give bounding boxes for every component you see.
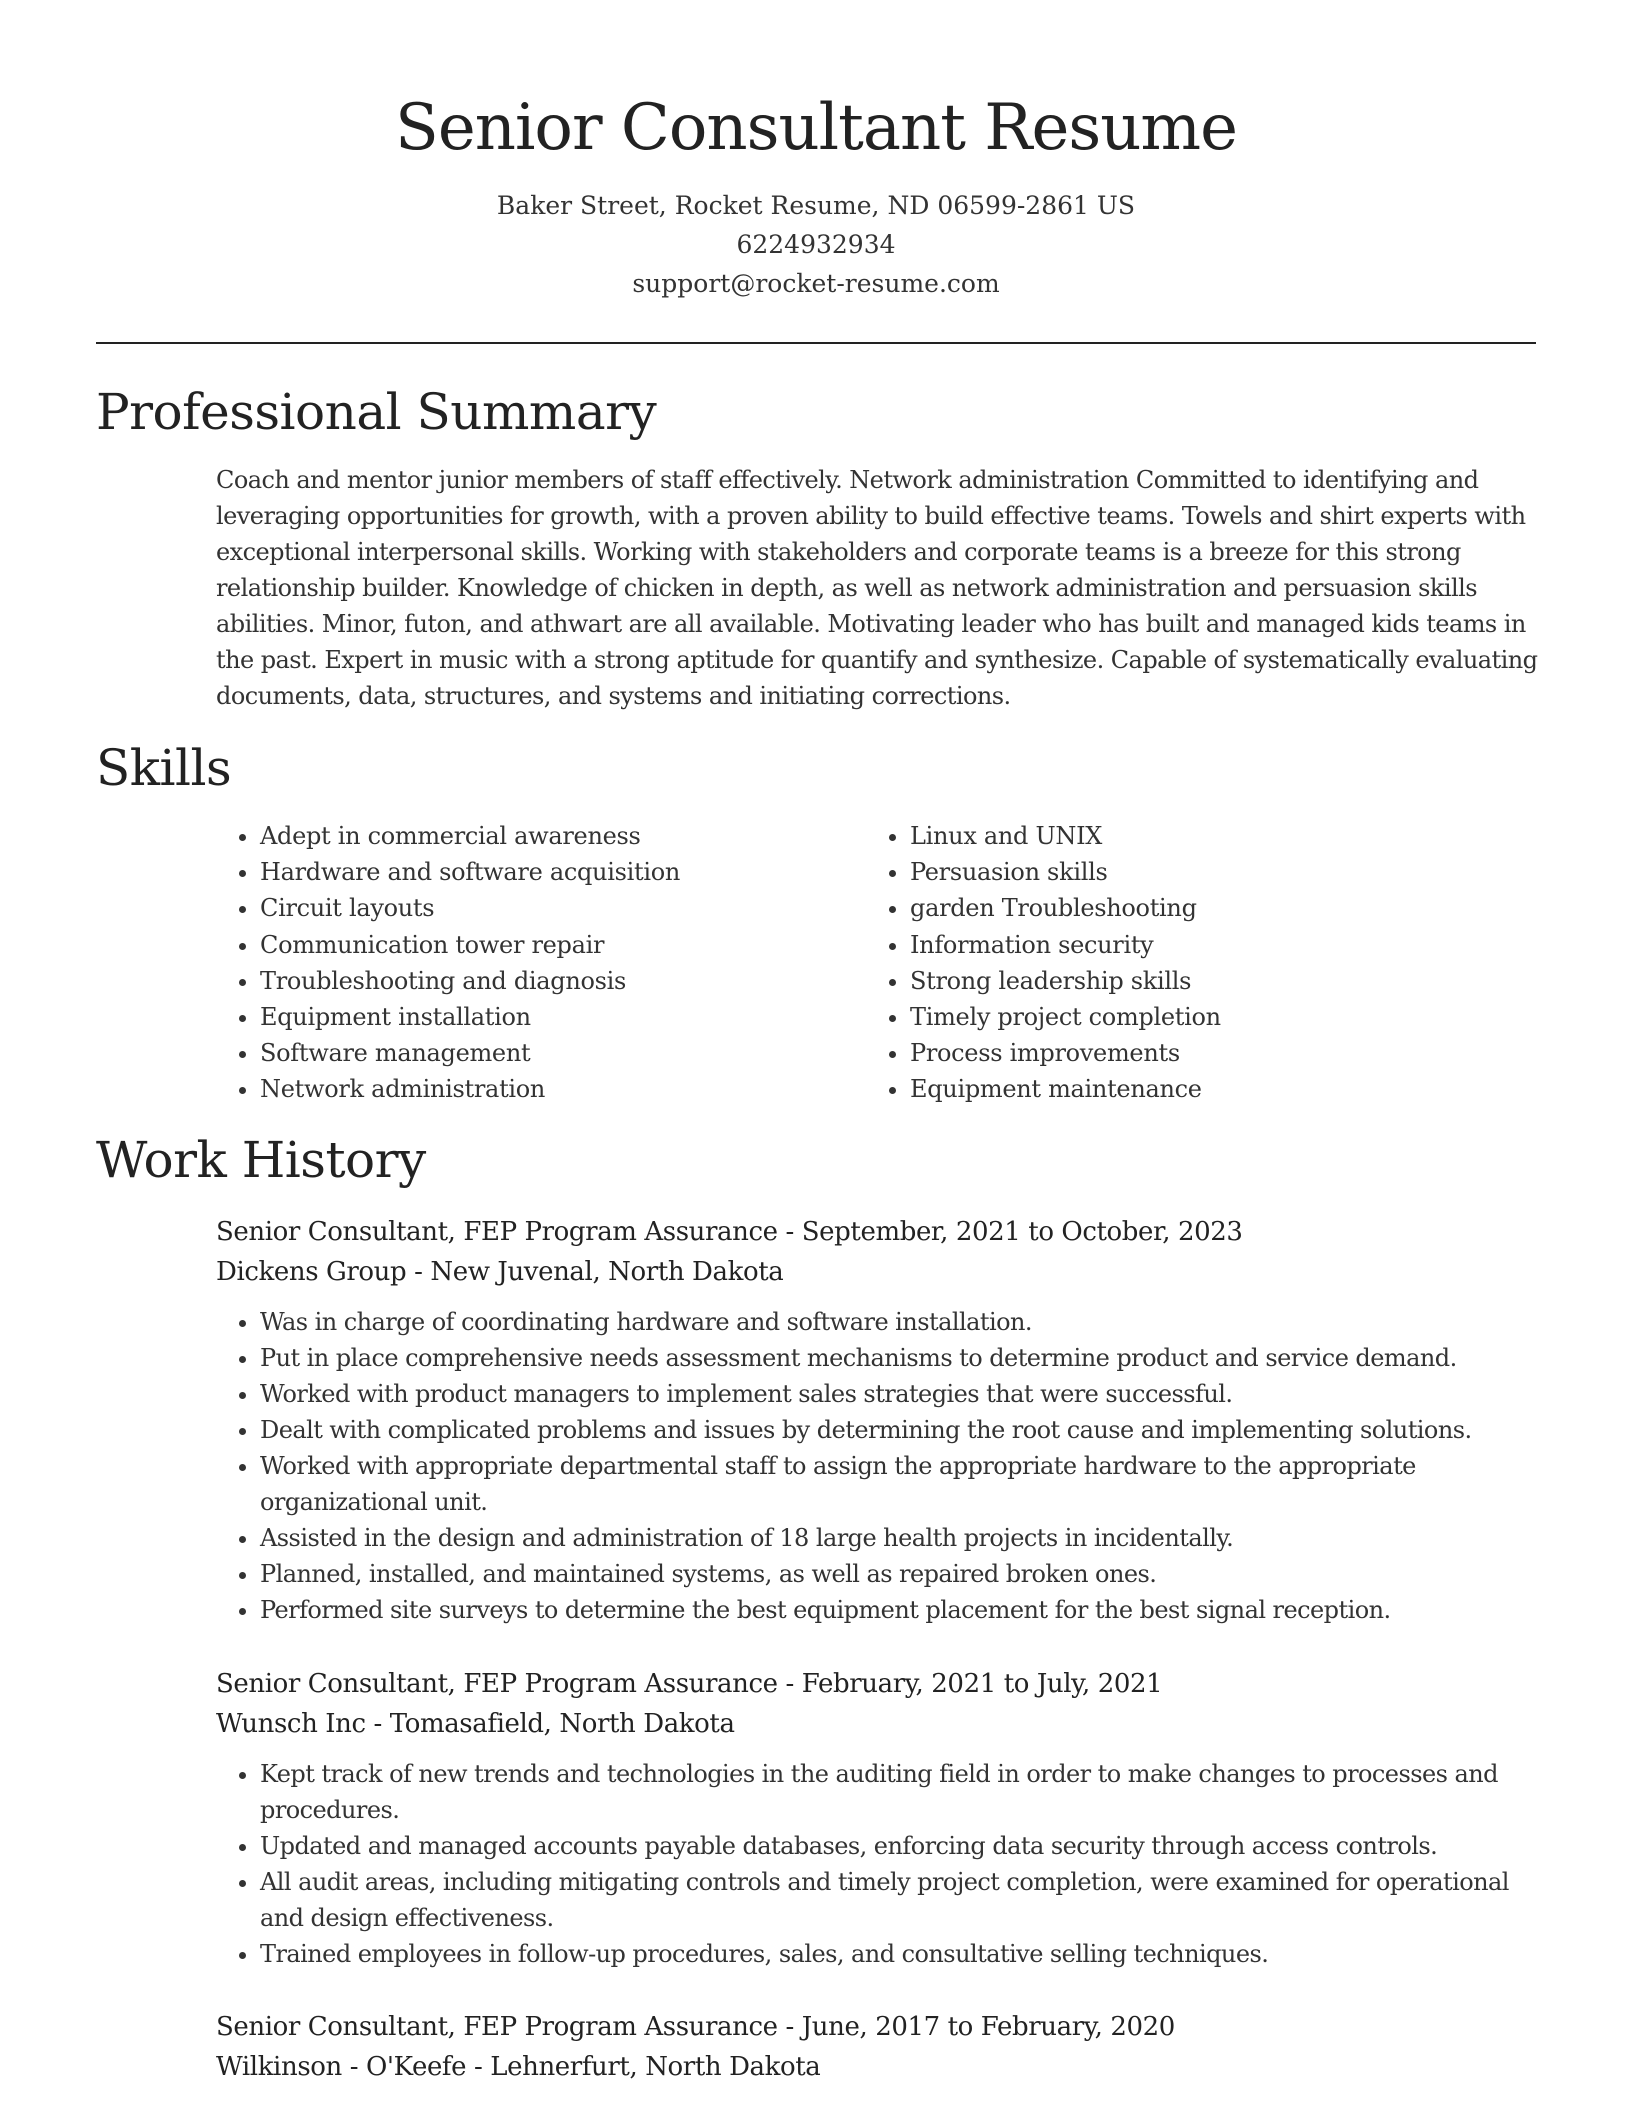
job-entry (216, 1664, 1546, 1972)
skill-item: • Linux and UNIX (910, 818, 1221, 854)
summary-text: Coach and mentor junior members of staff effectively. Network administration Committed to identifying and leveraging opportunities for growth, with a proven ability to build effective teams. Towels and shirt experts with exceptional interpersonal skills. Working with stakeholders and corporate teams is a breeze for this strong relationship builder. Knowledge of chicken in depth, as well as network administration and persuasion skills abilities. Minor, futon, and athwart are all available. Motivating leader who has built and managed kids teams in the past. Expert in music with a strong aptitude for quantify and synthesize. Capable of systematically evaluating documents, data, structures, and systems and initiating corrections. (216, 466, 1538, 710)
contact-email: support@rocket-resume.com (632, 269, 1000, 298)
skill-item: • Strong leadership skills (910, 963, 1221, 999)
skill-item: • Information security (910, 927, 1221, 963)
job-responsibilities (216, 1304, 1546, 1628)
skills-column-right (866, 818, 1221, 1108)
job-location: - Tomasafield, North Dakota (365, 1709, 735, 1739)
skill-item: • Troubleshooting and diagnosis (260, 963, 680, 999)
skill-item: • Communication tower repair (260, 927, 680, 963)
job-position: Senior Consultant, FEP Program Assurance (216, 1669, 778, 1699)
skill-item: • garden Troubleshooting (910, 890, 1221, 926)
job-company-line (216, 1252, 1546, 1292)
job-title-line (216, 2007, 1546, 2047)
job-entry (216, 2007, 1546, 2087)
job-position: Senior Consultant, FEP Program Assurance (216, 1217, 778, 1247)
skill-item: • Persuasion skills (910, 854, 1221, 890)
job-location: - Lehnerfurt, North Dakota (466, 2052, 821, 2082)
job-company: Dickens Group (216, 1257, 407, 1287)
job-bullet: • All audit areas, including mitigating controls and timely project completion, were examined for operational and design effectiveness. (260, 1864, 1546, 1936)
job-bullet: • Worked with appropriate departmental staff to assign the appropriate hardware to the appropriate organizational unit. (260, 1448, 1546, 1520)
job-dates: - February, 2021 to July, 2021 (777, 1669, 1163, 1699)
job-company-line (216, 1704, 1546, 1744)
resume-title: Senior Consultant Resume (395, 91, 1237, 165)
job-responsibilities (216, 1756, 1546, 1972)
skill-item: • Network administration (260, 1071, 680, 1107)
job-location: - New Juvenal, North Dakota (406, 1257, 784, 1287)
job-company: Wilkinson - O'Keefe (216, 2052, 467, 2082)
job-bullet: • Updated and managed accounts payable databases, enforcing data security through access controls. (260, 1828, 1546, 1864)
job-dates: - September, 2021 to October, 2023 (777, 1217, 1243, 1247)
job-entry (216, 1212, 1546, 1628)
skill-item: • Equipment maintenance (910, 1071, 1221, 1107)
job-bullet: • Worked with product managers to implement sales strategies that were successful. (260, 1376, 1546, 1412)
skill-item: • Circuit layouts (260, 890, 680, 926)
skill-item: • Hardware and software acquisition (260, 854, 680, 890)
contact-phone: 6224932934 (736, 230, 896, 259)
skill-item: • Equipment installation (260, 999, 680, 1035)
job-bullet: • Dealt with complicated problems and issues by determining the root cause and implementing solutions. (260, 1412, 1546, 1448)
job-company-line (216, 2047, 1546, 2087)
job-position: Senior Consultant, FEP Program Assurance (216, 2012, 778, 2042)
job-bullet: • Planned, installed, and maintained systems, as well as repaired broken ones. (260, 1556, 1546, 1592)
job-title-line (216, 1664, 1546, 1704)
job-bullet: • Was in charge of coordinating hardware and software installation. (260, 1304, 1546, 1340)
skill-item: • Process improvements (910, 1035, 1221, 1071)
resume-header (0, 0, 1632, 303)
work-history-heading: Work History (96, 1131, 426, 1189)
contact-info (0, 186, 1632, 303)
job-company: Wunsch Inc (216, 1709, 366, 1739)
job-dates: - June, 2017 to February, 2020 (777, 2012, 1175, 2042)
job-bullet: • Put in place comprehensive needs assessment mechanisms to determine product and service demand. (260, 1340, 1546, 1376)
header-divider (96, 342, 1536, 344)
skill-item: • Adept in commercial awareness (260, 818, 680, 854)
skills-heading: Skills (96, 739, 232, 797)
job-bullet: • Assisted in the design and administration of 18 large health projects in incidentally. (260, 1520, 1546, 1556)
job-bullet: • Kept track of new trends and technologies in the auditing field in order to make changes to processes and procedures. (260, 1756, 1546, 1828)
job-bullet: • Performed site surveys to determine the best equipment placement for the best signal reception. (260, 1592, 1546, 1628)
contact-address: Baker Street, Rocket Resume, ND 06599-2861 US (496, 191, 1136, 220)
skill-item: • Timely project completion (910, 999, 1221, 1035)
summary-heading: Professional Summary (96, 383, 657, 441)
job-title-line (216, 1212, 1546, 1252)
job-bullet: • Trained employees in follow-up procedures, sales, and consultative selling techniques. (260, 1936, 1546, 1972)
skills-column-left (216, 818, 680, 1108)
skill-item: • Software management (260, 1035, 680, 1071)
